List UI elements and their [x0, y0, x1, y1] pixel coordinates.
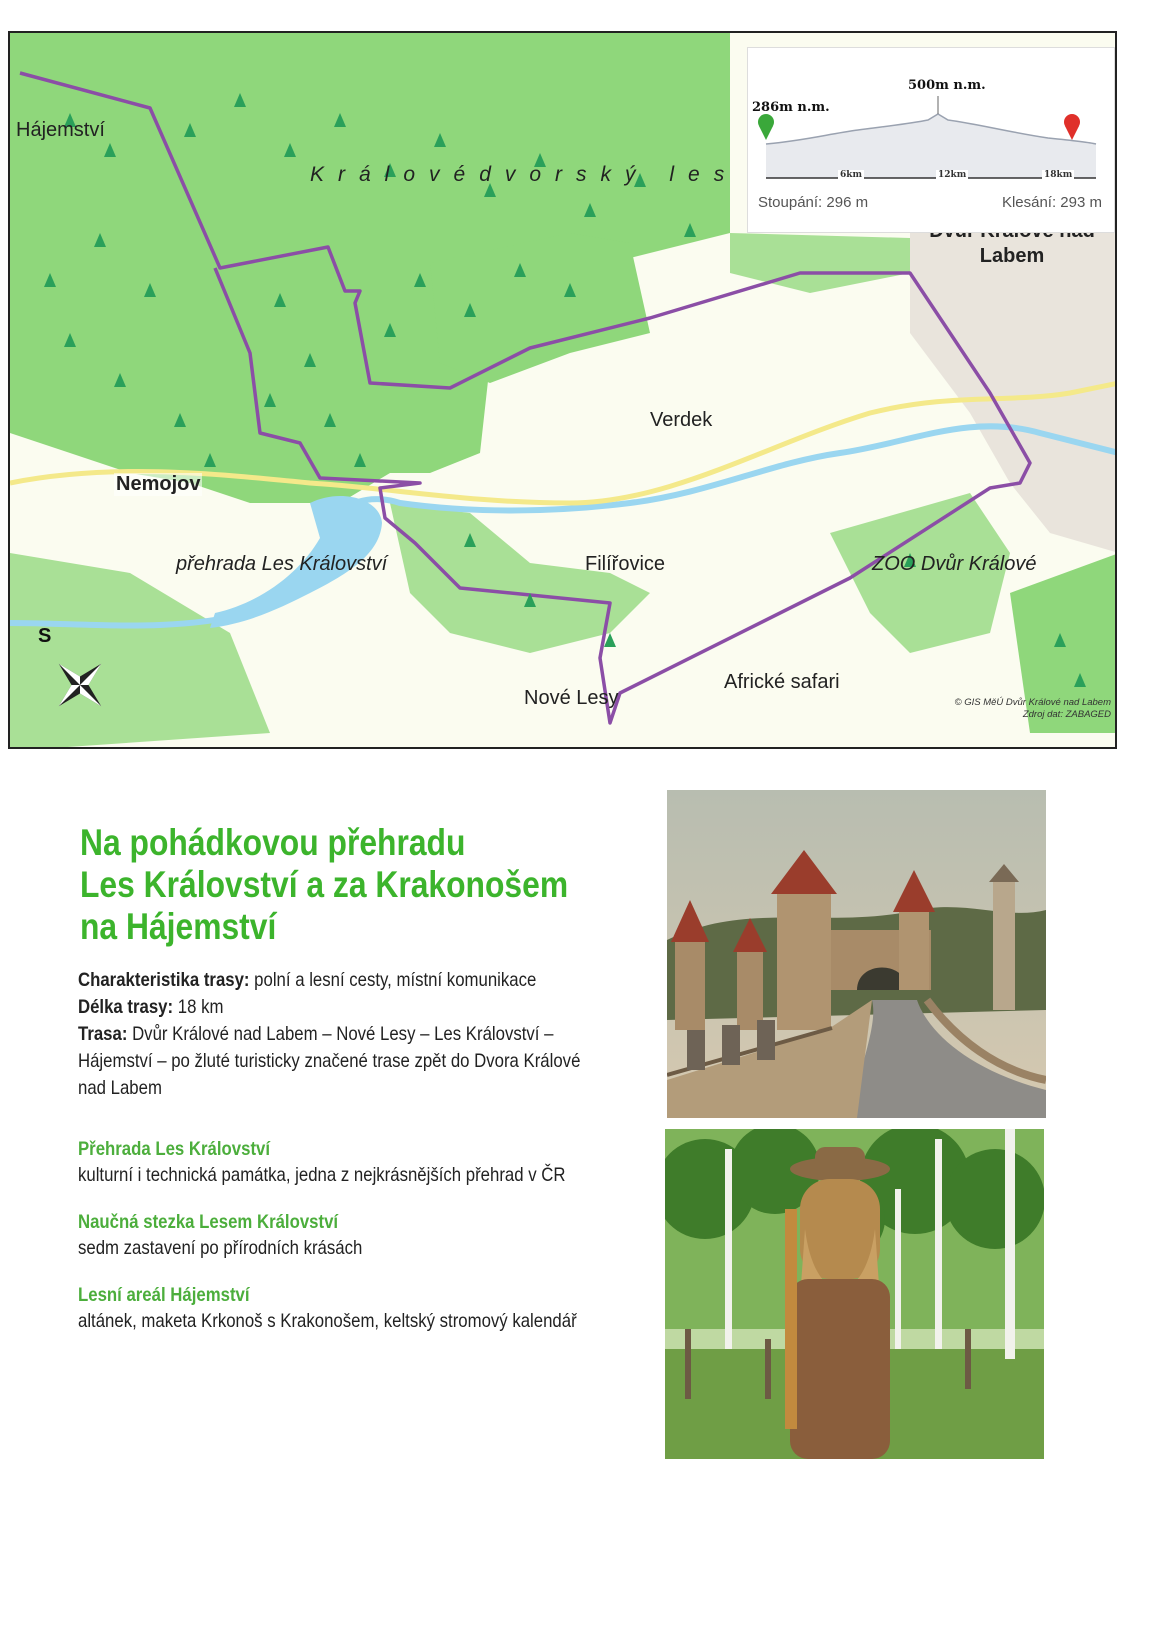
poi-title: Přehrada Les Království — [78, 1138, 271, 1160]
poi-title: Naučná stezka Lesem Království — [78, 1211, 339, 1233]
characteristics-value: polní a lesní cesty, místní komunikace — [254, 969, 537, 991]
article-title — [80, 822, 569, 948]
poi-description: kulturní i technická památka, jedna z nejkrásnějších přehrad v ČR — [78, 1164, 566, 1186]
end-pin-icon — [1064, 114, 1080, 140]
place-forest: Královédvorský les — [310, 163, 739, 186]
peak-elevation: 500m n.m. — [908, 78, 986, 93]
start-elevation: 286m n.m. — [752, 100, 830, 115]
descent-stat: Klesání: 293 m — [1001, 194, 1102, 211]
place-nove-lesy: Nové Lesy — [524, 687, 619, 709]
place-verdek: Verdek — [650, 409, 713, 431]
title-line-3: na Hájemství — [80, 906, 277, 947]
place-filirovice: Filířovice — [585, 553, 666, 575]
poi-description: sedm zastavení po přírodních krásách — [78, 1237, 363, 1259]
compass-north-label: S — [38, 625, 52, 647]
title-line-1: Na pohádkovou přehradu — [80, 822, 466, 863]
dam-illustration — [667, 790, 1046, 1118]
route-length — [78, 994, 637, 1021]
place-prehrada: přehrada Les Království — [176, 553, 388, 575]
route-description — [78, 1021, 637, 1048]
forest-patch — [730, 233, 910, 293]
poi-naucna-stezka — [78, 1209, 680, 1261]
route-info — [78, 967, 637, 1102]
title-line-2: Les Království a za Krakonošem — [80, 864, 569, 905]
route-value-1: Dvůr Králové nad Labem – Nové Lesy – Les Království – — [132, 1023, 554, 1045]
start-pin-icon — [758, 114, 774, 140]
route-characteristics — [78, 967, 637, 994]
km-mark-6: 6km — [840, 170, 863, 180]
forest-patch-west — [10, 553, 270, 749]
route-map — [8, 31, 1117, 749]
place-hajemstvi: Hájemství — [16, 119, 105, 141]
place-nemojov: Nemojov — [116, 473, 201, 495]
ascent-stat: Stoupání: 296 m — [758, 194, 869, 211]
poi-prehrada — [78, 1136, 680, 1188]
length-value: 18 km — [177, 996, 224, 1018]
length-label: Délka trasy: — [78, 996, 174, 1018]
elevation-area — [766, 114, 1096, 178]
characteristics-label: Charakteristika trasy: — [78, 969, 250, 991]
km-mark-12: 12km — [938, 170, 967, 180]
map-source: Zdroj dat: ZABAGED — [1022, 709, 1111, 720]
dam-photo — [667, 790, 1046, 1118]
elevation-profile — [747, 47, 1115, 233]
place-africke-safari: Africké safari — [724, 671, 840, 693]
krakonos-statue-photo — [665, 1129, 1044, 1459]
poi-title: Lesní areál Hájemství — [78, 1284, 250, 1306]
route-value-2: Hájemství – po žluté turisticky značené trase zpět do Dvora Králové — [78, 1050, 581, 1072]
forest-patch-south — [390, 503, 650, 653]
route-value-3: nad Labem — [78, 1077, 162, 1099]
route-label: Trasa: — [78, 1023, 128, 1045]
poi-description: altánek, maketa Krkonoš s Krakonošem, keltský stromový kalendář — [78, 1310, 577, 1332]
map-copyright: © GIS MěÚ Dvůr Králové nad Labem — [954, 697, 1111, 708]
poi-hajemstvi — [78, 1282, 680, 1334]
krakonos-illustration — [665, 1129, 1044, 1459]
place-dvur-kralove: Labem — [979, 245, 1045, 267]
km-mark-18: 18km — [1044, 170, 1073, 180]
place-zoo: ZOO Dvůr Králové — [872, 553, 1037, 575]
